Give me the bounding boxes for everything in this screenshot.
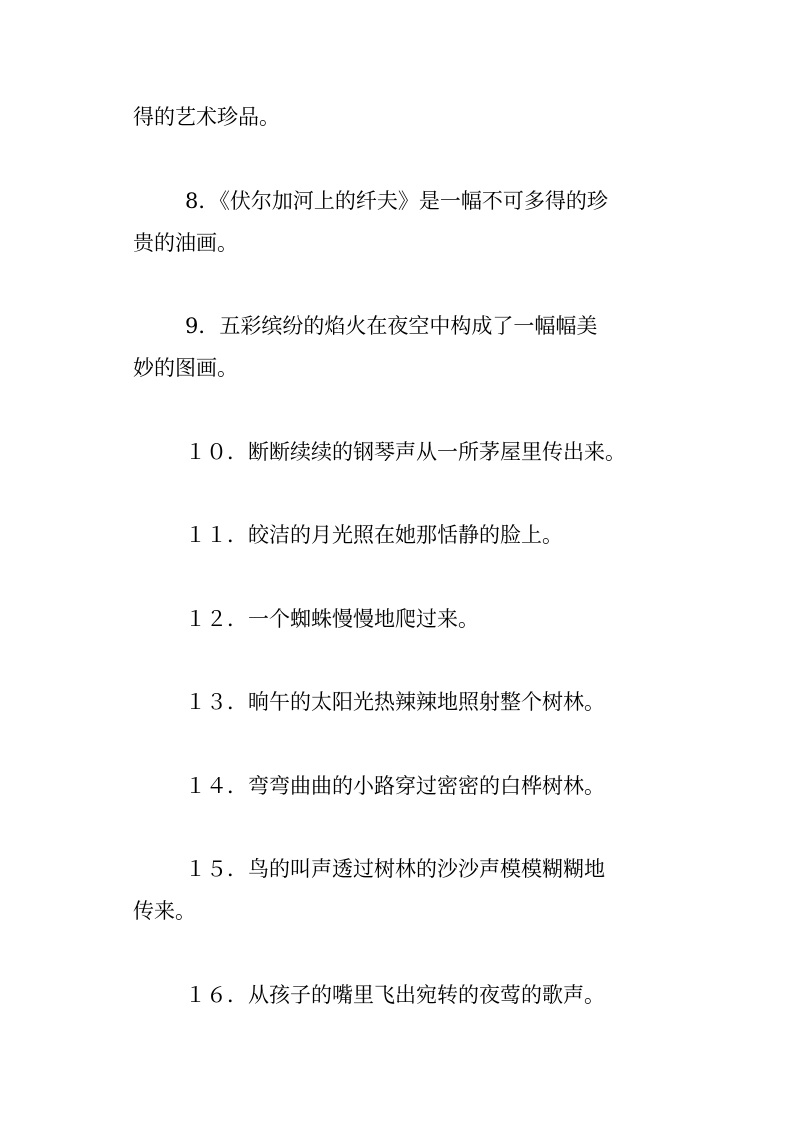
sentence-11: １１．皎洁的月光照在她那恬静的脸上。 [185,523,563,547]
sentence-9-line-2: 妙的图画。 [133,356,238,380]
sentence-12: １２．一个蜘蛛慢慢地爬过来。 [185,607,479,631]
sentence-16: １６．从孩子的嘴里飞出宛转的夜莺的歌声。 [185,983,605,1007]
sentence-9-line-1: 9．五彩缤纷的焰火在夜空中构成了一幅幅美 [185,314,598,338]
sentence-8-line-2: 贵的油画。 [133,231,238,255]
sentence-14: １４．弯弯曲曲的小路穿过密密的白桦树林。 [185,774,605,798]
sentence-8-line-1: 8．《伏尔加河上的纤夫》是一幅不可多得的珍 [185,189,608,213]
sentence-13: １３．晌午的太阳光热辣辣地照射整个树林。 [185,690,605,714]
sentence-10: １０．断断续续的钢琴声从一所茅屋里传出来。 [185,440,626,464]
text-line-continuation: 得的艺术珍品。 [133,105,280,129]
sentence-15-line-1: １５．鸟的叫声透过树林的沙沙声模模糊糊地 [185,857,605,881]
sentence-15-line-2: 传来。 [133,899,196,923]
